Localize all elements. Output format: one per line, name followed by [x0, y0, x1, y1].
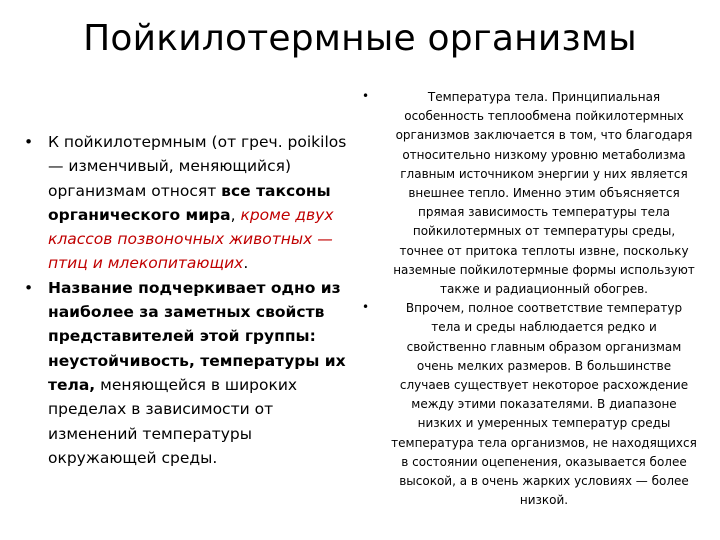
bullet-2-text: меняющейся в широких пределах в зависимости от изменений температуры окружающей среды. [48, 375, 298, 467]
bullet-1-red: кроме двух классов позвоночных животных — птиц и млекопитающих [48, 205, 334, 273]
right-bullet-2 [358, 299, 698, 510]
slide-title: Пойкилотермные организмы [83, 18, 637, 59]
bullet-2-bold: Название подчеркивает одно из наиболее за заметных свойств представителей этой группы: неустойчивость, температуры их тела, [48, 278, 346, 394]
left-bullet-2 [22, 276, 352, 470]
left-bullet-1 [22, 130, 352, 276]
bullet-1-comma: , [230, 205, 241, 224]
bullet-1-bold: все таксоны органического мира [48, 181, 331, 224]
bullet-marker: • [362, 89, 370, 103]
bullet-1-text: К пойкилотермным (от греч. poikilos — изменчивый, меняющийся) организмам относят [48, 133, 347, 200]
bullet-1-end: . [243, 254, 249, 273]
bullet-marker: • [24, 133, 34, 151]
bullet-marker: • [362, 300, 370, 315]
right-bullet-2-text: Впрочем, полное соответствие температур тела и среды наблюдается редко и свойственно главным образом организмам очень мелких размеров. В большинстве случаев существует некоторое расхождение между этими показателями. В диапазоне низких и умеренных температур среды температура тела организмов, не находящихся в состоянии оцепенения, оказывается более высокой, а в очень жарких условиях — более низкой. [391, 301, 697, 508]
right-column [358, 88, 698, 510]
left-column [22, 130, 352, 470]
right-bullet-1-text: Температура тела. Принципиальная особенность теплообмена пойкилотермных организмов заключается в том, что благодаря относительно низкому уровню метаболизма главным источником энергии у них является внешнее тепло. Именно этим объясняется прямая зависимость температуры тела пойкилотермных от температуры среды, точнее от притока теплоты извне, поскольку наземные пойкилотермные формы используют также и радиационный обогрев. [393, 90, 695, 297]
right-bullet-1 [358, 88, 698, 299]
bullet-marker: • [24, 278, 34, 297]
